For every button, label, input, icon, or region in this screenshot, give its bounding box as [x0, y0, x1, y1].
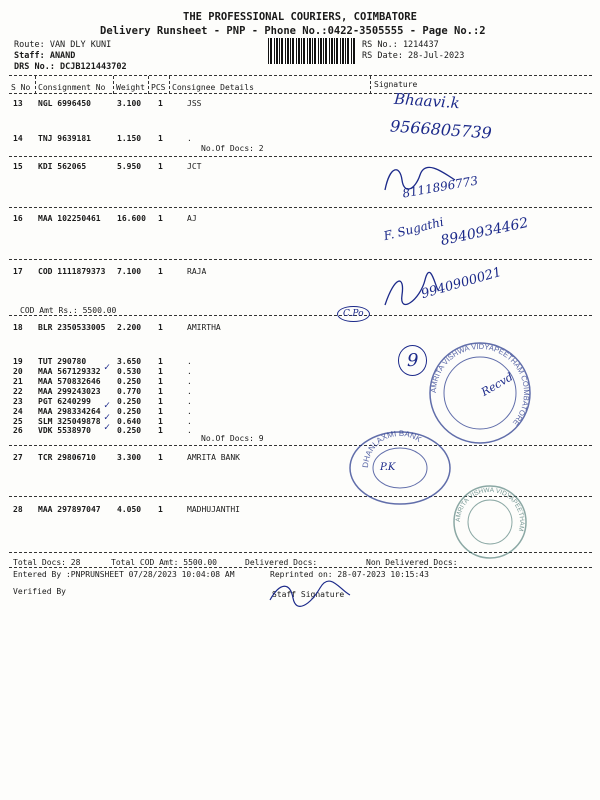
staff-signature-icon — [265, 580, 355, 610]
signature-15-icon — [380, 160, 460, 200]
row-weight: 0.530 — [117, 367, 142, 376]
row-consignee: . — [187, 357, 192, 366]
row-consignee: . — [187, 426, 192, 435]
check-icon: ✓ — [104, 400, 111, 411]
row-weight: 1.150 — [117, 134, 142, 143]
row-consignment: KDI 562065 — [38, 162, 87, 171]
row-sno: 21 — [13, 377, 23, 386]
row-weight: 0.250 — [117, 397, 142, 406]
row-consignee: . — [187, 417, 192, 426]
non-delivered-docs: Non Delivered Docs: — [366, 558, 458, 567]
row-consignment: COD 1111879373 — [38, 267, 106, 276]
divider — [9, 259, 592, 260]
row-weight: 0.770 — [117, 387, 142, 396]
divider — [35, 76, 36, 94]
rs-number: RS No.: 1214437 — [362, 40, 439, 50]
row-consignee: . — [187, 134, 192, 143]
row-consignee: . — [187, 387, 192, 396]
row-consignee: . — [187, 407, 192, 416]
row-pcs: 1 — [158, 323, 163, 332]
row-consignment: VDK 5538970 — [38, 426, 91, 435]
row-pcs: 1 — [158, 214, 163, 223]
divider — [370, 76, 371, 94]
row-sno: 16 — [13, 214, 23, 223]
row-consignment: MAA 102250461 — [38, 214, 101, 223]
mark-cpo: C.Po — [337, 306, 370, 322]
row-consignee: . — [187, 367, 192, 376]
col-weight: Weight — [116, 83, 145, 92]
row-consignee: JSS — [187, 99, 202, 108]
row-consignee: . — [187, 377, 192, 386]
divider — [9, 156, 592, 157]
staff: Staff: ANAND — [14, 51, 76, 61]
row-sno: 13 — [13, 99, 23, 108]
signature-17-phone: 9940900021 — [419, 264, 504, 303]
signature-16-name: F. Sugathi — [382, 214, 446, 244]
mark-pk: P.K — [380, 462, 396, 473]
row-weight: 4.050 — [117, 505, 142, 514]
divider — [9, 75, 592, 76]
row-consignment: MAA 299243023 — [38, 387, 101, 396]
barcode — [268, 38, 356, 64]
cod-amount: COD Amt Rs.: 5500.00 — [20, 306, 117, 315]
row-consignment: PGT 6240299 — [38, 397, 91, 406]
row-weight: 3.100 — [117, 99, 142, 108]
row-consignment: MAA 567129332 — [38, 367, 101, 376]
row-consignment: TNJ 9639181 — [38, 134, 91, 143]
signature-13-phone: 9566805739 — [389, 116, 493, 143]
col-sno: S No — [11, 83, 31, 92]
bank-stamp-text: DHANLAXMI BANK — [360, 428, 424, 469]
row-sno: 27 — [13, 453, 23, 462]
entered-by: Entered By :PNPRUNSHEET 07/28/2023 10:04:08 AM — [13, 570, 235, 579]
row-pcs: 1 — [158, 387, 163, 396]
divider — [9, 567, 592, 568]
col-pcs: PCS — [151, 83, 166, 92]
row-sno: 28 — [13, 505, 23, 514]
row-consignment: NGL 6996450 — [38, 99, 91, 108]
row-consignment: SLM 325049878 — [38, 417, 101, 426]
bank-stamp-icon — [345, 428, 455, 508]
row-sno: 19 — [13, 357, 23, 366]
company-name: THE PROFESSIONAL COURIERS, COIMBATORE — [183, 11, 417, 23]
row-weight: 2.200 — [117, 323, 142, 332]
row-pcs: 1 — [158, 357, 163, 366]
row-sno: 15 — [13, 162, 23, 171]
row-consignment: MAA 570832646 — [38, 377, 101, 386]
mark-received: Recvd — [479, 370, 516, 399]
row-consignment: MAA 297897047 — [38, 505, 101, 514]
row-sno: 20 — [13, 367, 23, 376]
row-sno: 14 — [13, 134, 23, 143]
row-consignment: BLR 2350533005 — [38, 323, 106, 332]
divider — [148, 76, 149, 94]
staff-signature-label: Staff Signature — [272, 590, 345, 599]
row-weight: 16.600 — [117, 214, 146, 223]
row-pcs: 1 — [158, 134, 163, 143]
row-weight: 5.950 — [117, 162, 142, 171]
row-pcs: 1 — [158, 407, 163, 416]
delivered-docs: Delivered Docs: — [245, 558, 318, 567]
row-consignee: JCT — [187, 162, 202, 171]
row-consignee: AJ — [187, 214, 197, 223]
docs-count: No.Of Docs: 2 — [201, 144, 264, 153]
signature-15-phone: 8111896773 — [401, 173, 479, 201]
signature-16-phone: 8940934462 — [439, 214, 530, 250]
third-stamp-text: AMRITA VISHWA VIDYAPEETHAM — [454, 486, 526, 532]
row-consignment: TCR 29806710 — [38, 453, 96, 462]
row-pcs: 1 — [158, 99, 163, 108]
divider — [9, 93, 592, 94]
divider — [9, 315, 592, 316]
svg-text:AMRITA VISHWA VIDYAPEETHAM — [455, 487, 525, 532]
signature-17-icon — [380, 270, 440, 310]
col-consignment: Consignment No — [38, 83, 106, 92]
row-pcs: 1 — [158, 377, 163, 386]
row-pcs: 1 — [158, 367, 163, 376]
row-consignment: MAA 298334264 — [38, 407, 101, 416]
row-pcs: 1 — [158, 426, 163, 435]
divider — [169, 76, 170, 94]
row-consignee: AMRITA BANK — [187, 453, 240, 462]
route: Route: VAN DLY KUNI — [14, 40, 112, 50]
verified-by: Verified By — [13, 587, 66, 596]
row-consignee: MADHUJANTHI — [187, 505, 240, 514]
check-icon: ✓ — [104, 362, 111, 373]
check-icon: ✓ — [104, 422, 111, 433]
row-sno: 24 — [13, 407, 23, 416]
check-icon: ✓ — [104, 412, 111, 423]
row-sno: 25 — [13, 417, 23, 426]
row-weight: 3.650 — [117, 357, 142, 366]
rs-date: RS Date: 28-Jul-2023 — [362, 51, 465, 61]
row-pcs: 1 — [158, 417, 163, 426]
reprinted-on: Reprinted on: 28-07-2023 10:15:43 — [270, 570, 429, 579]
mark-group-count: 9 — [398, 345, 427, 376]
third-stamp-icon — [440, 482, 540, 562]
row-weight: 3.300 — [117, 453, 142, 462]
row-consignee: AMIRTHA — [187, 323, 221, 332]
col-consignee: Consignee Details — [172, 83, 254, 92]
total-cod: Total COD Amt: 5500.00 — [111, 558, 217, 567]
row-sno: 17 — [13, 267, 23, 276]
row-pcs: 1 — [158, 505, 163, 514]
signature-13-name: Bhaavi.k — [393, 89, 461, 113]
row-consignee: RAJA — [187, 267, 207, 276]
row-sno: 23 — [13, 397, 23, 406]
runsheet-subtitle: Delivery Runsheet - PNP - Phone No.:0422-3505555 - Page No.:2 — [100, 25, 486, 37]
col-signature: Signature — [374, 80, 418, 89]
divider — [113, 76, 114, 94]
row-sno: 22 — [13, 387, 23, 396]
row-sno: 26 — [13, 426, 23, 435]
row-pcs: 1 — [158, 397, 163, 406]
total-docs: Total Docs: 28 — [13, 558, 81, 567]
docs-count: No.Of Docs: 9 — [201, 434, 264, 443]
row-pcs: 1 — [158, 162, 163, 171]
divider — [9, 207, 592, 208]
drs-number: DRS No.: DCJB121443702 — [14, 62, 127, 72]
college-stamp-text: AMRITA VISHWA VIDYAPEETHAM COIMBATORE — [428, 341, 532, 428]
row-pcs: 1 — [158, 267, 163, 276]
row-weight: 0.640 — [117, 417, 142, 426]
row-weight: 7.100 — [117, 267, 142, 276]
row-consignment: TUT 290780 — [38, 357, 87, 366]
row-weight: 0.250 — [117, 377, 142, 386]
row-pcs: 1 — [158, 453, 163, 462]
svg-text:AMRITA VISHWA VIDYAPEETHAM COI — [429, 342, 531, 427]
row-weight: 0.250 — [117, 407, 142, 416]
row-sno: 18 — [13, 323, 23, 332]
row-consignee: . — [187, 397, 192, 406]
row-weight: 0.250 — [117, 426, 142, 435]
